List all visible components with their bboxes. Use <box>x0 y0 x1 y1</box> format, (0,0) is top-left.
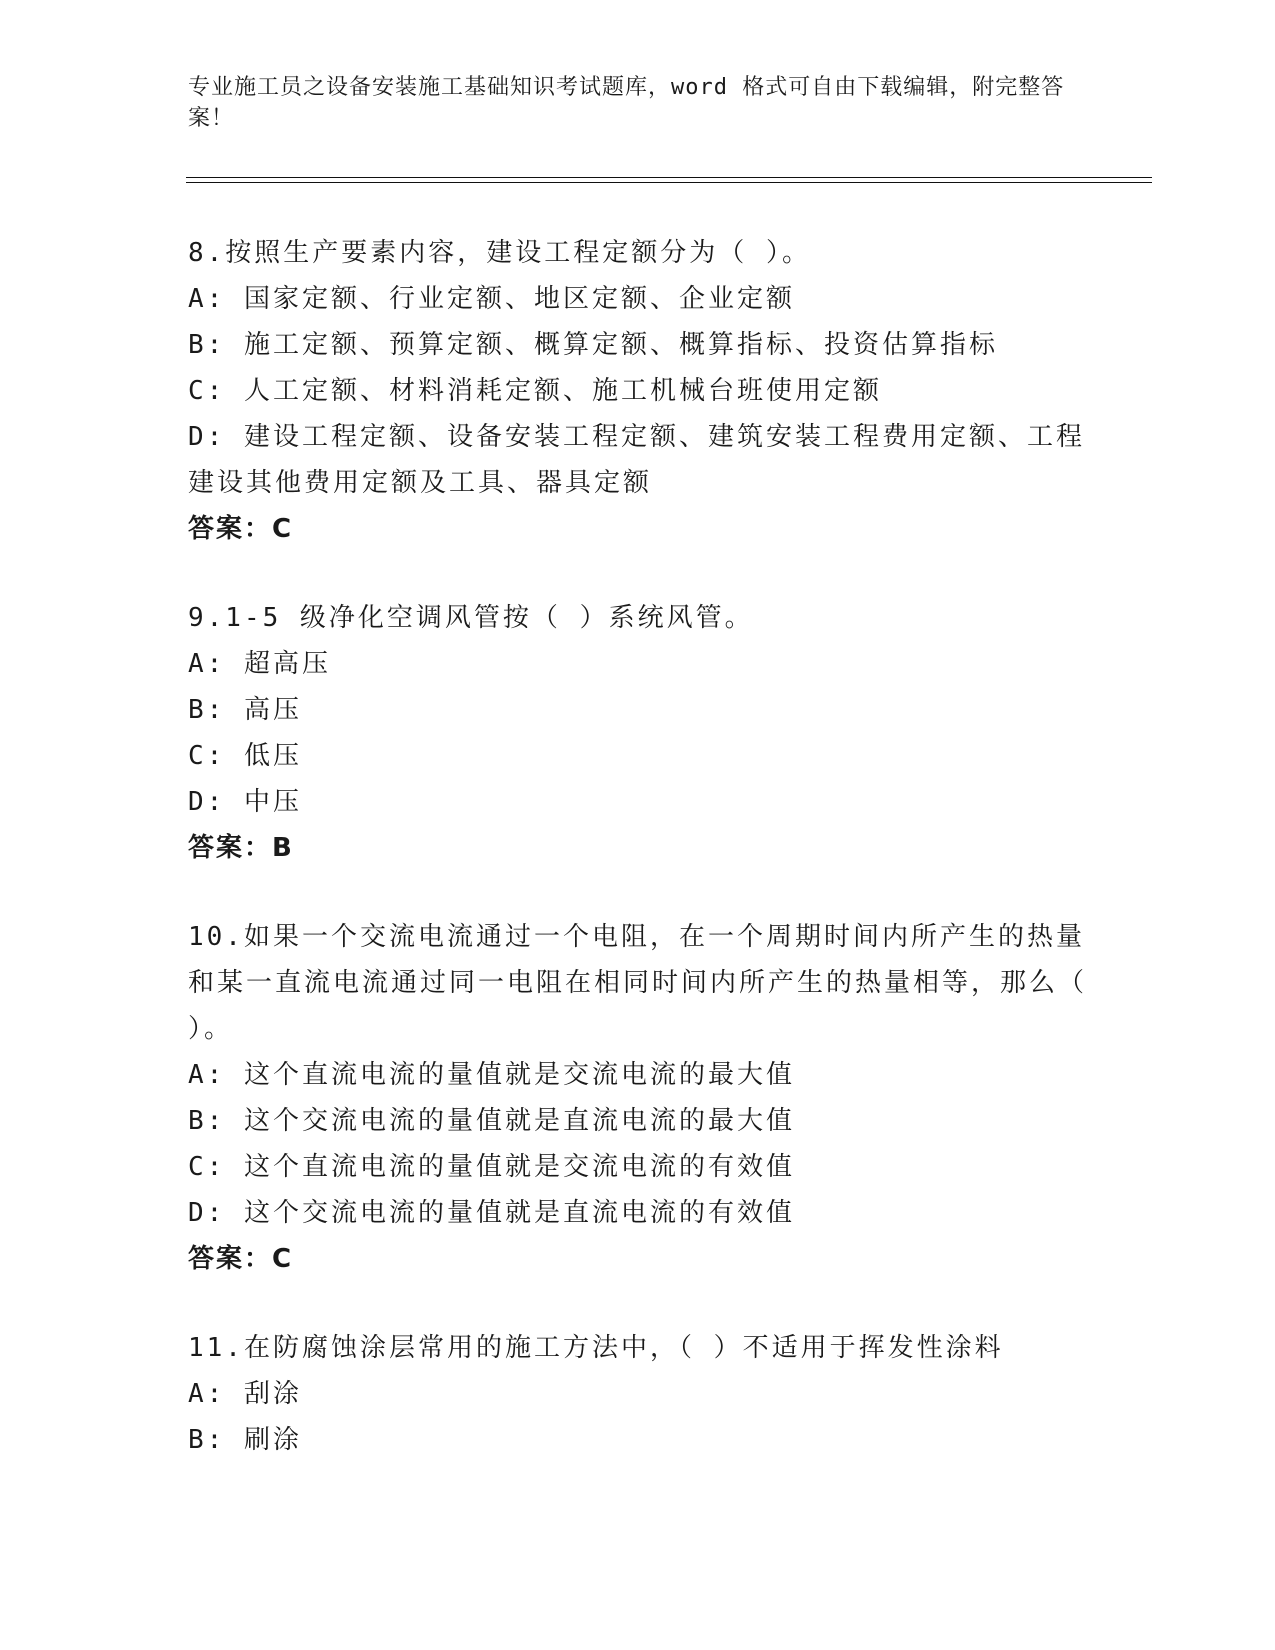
question-11 <box>188 1325 1088 1463</box>
option-d: D: 中压 <box>188 787 302 817</box>
answer: 答案：C <box>188 514 294 544</box>
question-stem: 8.按照生产要素内容，建设工程定额分为（ ）。 <box>188 238 811 268</box>
option-c: C: 这个直流电流的量值就是交流电流的有效值 <box>188 1152 795 1182</box>
question-10 <box>188 914 1088 1282</box>
question-stem: 11.在防腐蚀涂层常用的施工方法中，（ ）不适用于挥发性涂料 <box>188 1333 1004 1363</box>
option-b: B: 高压 <box>188 695 302 725</box>
answer: 答案：C <box>188 1244 294 1274</box>
option-a: A: 刮涂 <box>188 1379 302 1409</box>
question-stem: 9.1-5 级净化空调风管按（ ）系统风管。 <box>188 603 754 633</box>
header-divider-bottom <box>186 182 1152 183</box>
question-8 <box>188 230 1088 552</box>
option-a: A: 这个直流电流的量值就是交流电流的最大值 <box>188 1060 795 1090</box>
option-d: D: 这个交流电流的量值就是直流电流的有效值 <box>188 1198 795 1228</box>
question-stem: 10.如果一个交流电流通过一个电阻，在一个周期时间内所产生的热量和某一直流电流通过同一电阻在相同时间内所产生的热量相等，那么（ ）。 <box>188 922 1088 1044</box>
answer: 答案：B <box>188 833 294 863</box>
option-b: B: 这个交流电流的量值就是直流电流的最大值 <box>188 1106 795 1136</box>
option-b: B: 施工定额、预算定额、概算定额、概算指标、投资估算指标 <box>188 330 998 360</box>
header-divider-top <box>186 177 1152 178</box>
question-list <box>188 230 1088 1506</box>
option-a: A: 超高压 <box>188 649 331 679</box>
option-a: A: 国家定额、行业定额、地区定额、企业定额 <box>188 284 795 314</box>
option-b: B: 刷涂 <box>188 1425 302 1455</box>
option-c: C: 人工定额、材料消耗定额、施工机械台班使用定额 <box>188 376 882 406</box>
question-9 <box>188 595 1088 871</box>
option-d: D: 建设工程定额、设备安装工程定额、建筑安装工程费用定额、工程建设其他费用定额及工具、器具定额 <box>188 422 1085 498</box>
option-c: C: 低压 <box>188 741 302 771</box>
document-intro: 专业施工员之设备安装施工基础知识考试题库，word 格式可自由下载编辑，附完整答案！ <box>188 75 1065 131</box>
